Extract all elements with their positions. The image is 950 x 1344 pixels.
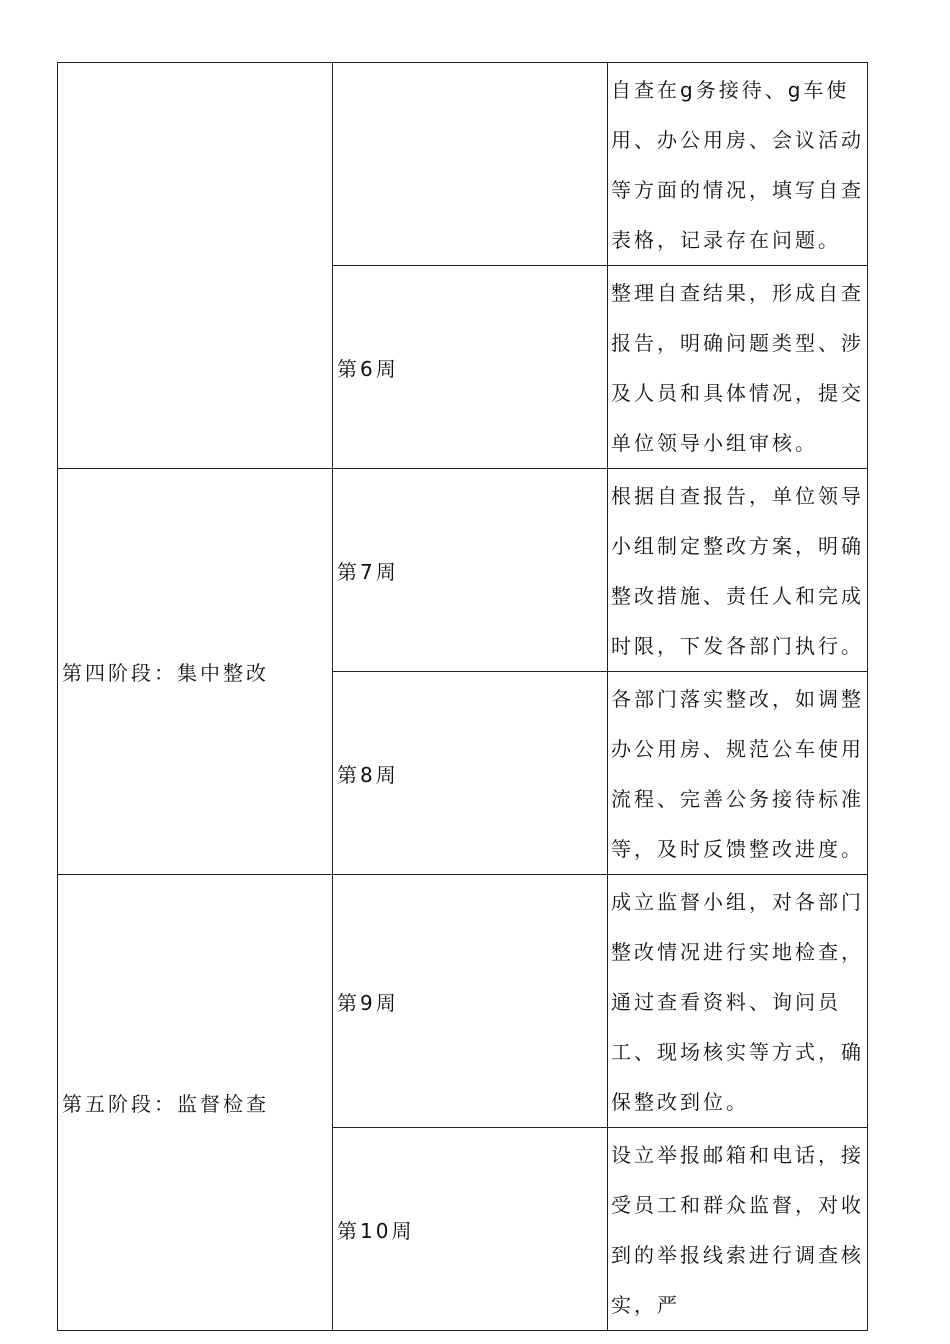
- task-cell: 自查在g务接待、g车使用、办公用房、会议活动等方面的情况，填写自查表格，记录存在问题。: [608, 63, 868, 266]
- task-cell: 整理自查结果，形成自查报告，明确问题类型、涉及人员和具体情况，提交单位领导小组审核。: [608, 266, 868, 469]
- week-cell: [333, 63, 608, 266]
- stage-cell: [58, 63, 333, 469]
- task-cell: 设立举报邮箱和电话，接受员工和群众监督，对收到的举报线索进行调查核实，严: [608, 1128, 868, 1331]
- week-cell: 第9周: [333, 875, 608, 1128]
- table-row: [58, 469, 868, 672]
- plan-table: [57, 62, 868, 1331]
- stage-cell: 第四阶段：集中整改: [58, 469, 333, 875]
- week-cell: 第10周: [333, 1128, 608, 1331]
- stage-cell: 第五阶段：监督检查: [58, 875, 333, 1331]
- task-cell: 根据自查报告，单位领导小组制定整改方案，明确整改措施、责任人和完成时限，下发各部门执行。: [608, 469, 868, 672]
- week-cell: 第6周: [333, 266, 608, 469]
- task-cell: 成立监督小组，对各部门整改情况进行实地检查，通过查看资料、询问员工、现场核实等方式，确保整改到位。: [608, 875, 868, 1128]
- week-cell: 第7周: [333, 469, 608, 672]
- task-cell: 各部门落实整改，如调整办公用房、规范公车使用流程、完善公务接待标准等，及时反馈整改进度。: [608, 672, 868, 875]
- table-row: [58, 63, 868, 266]
- table-row: [58, 875, 868, 1128]
- week-cell: 第8周: [333, 672, 608, 875]
